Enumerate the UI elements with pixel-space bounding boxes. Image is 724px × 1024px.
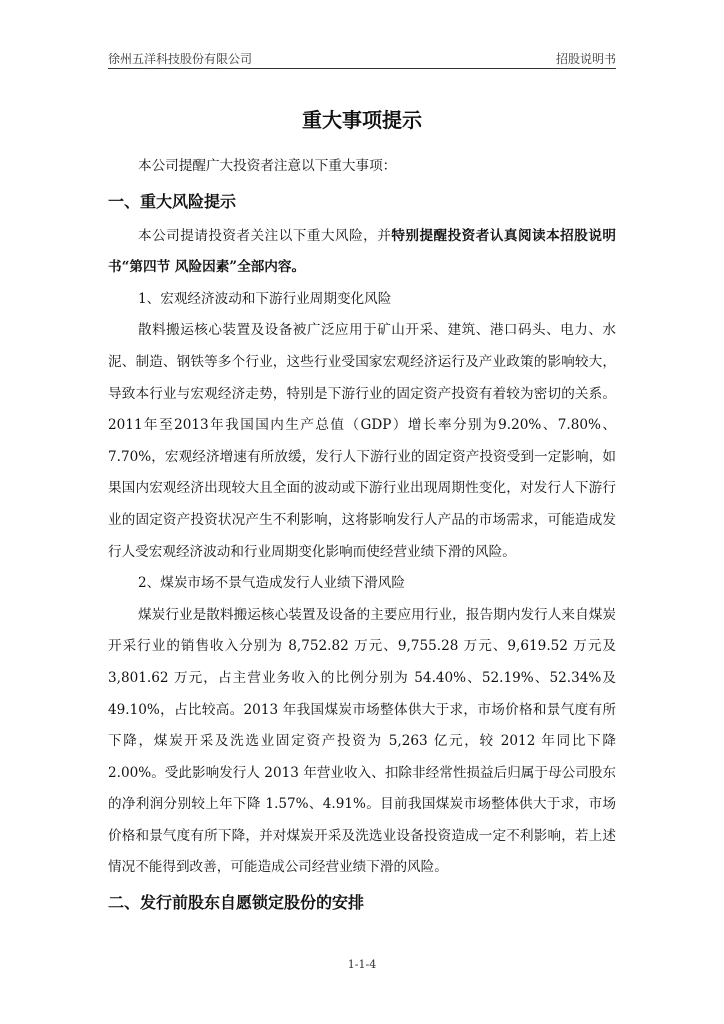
page-header [108,50,616,67]
risk-notice-bold: 特别提醒投资者认真阅读本招股说明书“第四节 风险因素”全部内容。 [108,227,616,276]
header-company: 徐州五洋科技股份有限公司 [108,52,253,66]
risk-notice-paragraph [108,221,616,284]
page-title: 重大事项提示 [302,108,422,132]
risk2-heading: 2、煤炭市场不景气造成发行人业绩下滑风险 [138,575,405,592]
document-body [108,151,616,922]
section-heading-lockup: 二、发行前股东自愿锁定股份的安排 [108,893,365,913]
risk1-heading: 1、宏观经济波动和下游行业周期变化风险 [138,290,392,307]
header-doc-type: 招股说明书 [555,52,616,66]
risk2-paragraph: 煤炭行业是散料搬运核心装置及设备的主要应用行业，报告期内发行人来自煤炭开采行业的销售收入分别为 8,752.82 万元、9,755.28 万元、9,619.52 万元及 3,801.62 万元，占主营业务收入的比例分别为 54.40%、52.19%、52.34%及49.10%，占比较高。2013 年我国煤炭市场整体供大于求，市场价格和景气度有所下降，煤炭开采及洗选业固定资产投资为 5,263 亿元，较 2012 年同比下降2.00%。受此影响发行人 2013 年营业收入、扣除非经常性损益后归属于母公司股东的净利润分别较上年下降 1.57%、4.91%。目前我国煤炭市场整体供大于求，市场价格和景气度有所下降，并对煤炭开采及洗选业设备投资造成一定不利影响，若上述情况不能得到改善，可能造成公司经营业绩下滑的风险。 [108,606,616,876]
header-divider [108,68,616,69]
section-heading-risks: 一、重大风险提示 [108,191,237,211]
page-number: 1-1-4 [347,958,377,971]
risk1-paragraph: 散料搬运核心装置及设备被广泛应用于矿山开采、建筑、港口码头、电力、水泥、制造、钢铁等多个行业，这些行业受国家宏观经济运行及产业政策的影响较大，导致本行业与宏观经济走势，特别是下游行业的固定资产投资有着较为密切的关系。2011年至2013年我国国内生产总值（GDP）增长率分别为9.20%、7.80%、7.70%，宏观经济增速有所放缓，发行人下游行业的固定资产投资受到一定影响，如果国内宏观经济出现较大且全面的波动或下游行业出现周期性变化，对发行人下游行业的固定资产投资状况产生不利影响，这将影响发行人产品的市场需求，可能造成发行人受宏观经济波动和行业周期变化影响而使经营业绩下滑的风险。 [108,322,616,560]
risk-notice-plain: 本公司提请投资者关注以下重大风险，并 [138,227,392,244]
intro-paragraph: 本公司提醒广大投资者注意以下重大事项： [138,158,397,174]
